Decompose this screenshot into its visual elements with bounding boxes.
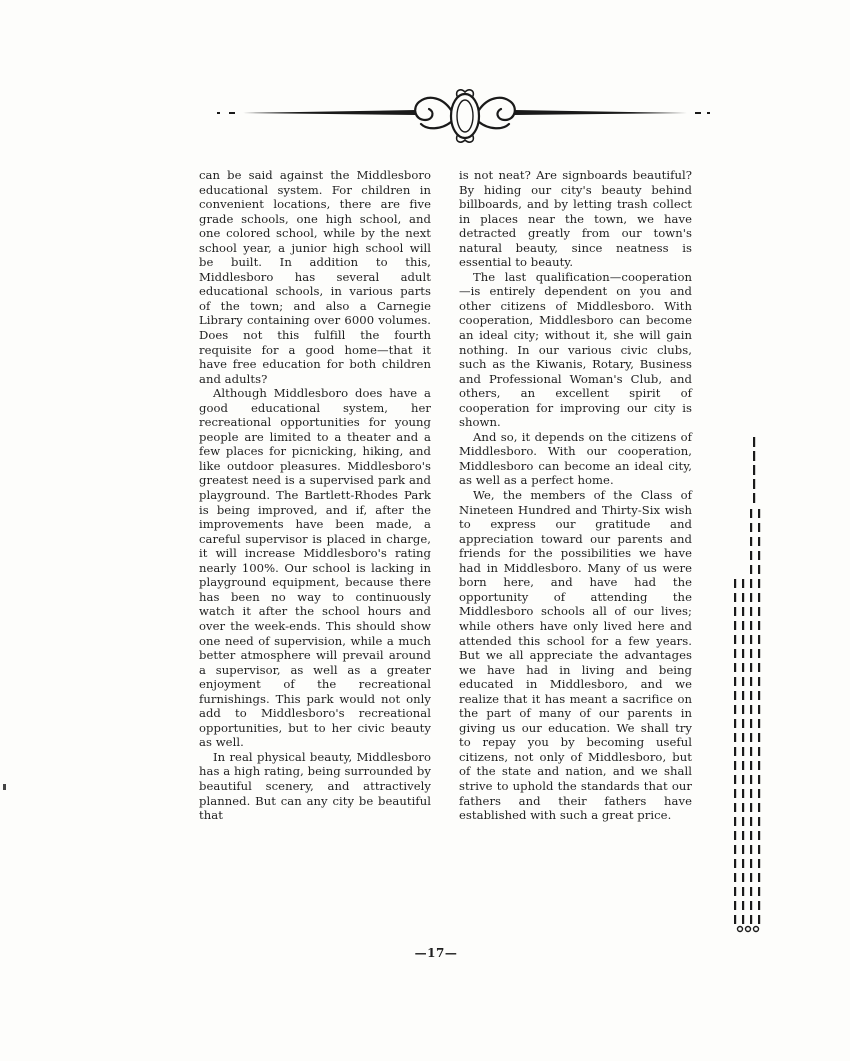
border-dash: [734, 607, 736, 616]
border-dash: [734, 789, 736, 798]
paragraph: We, the members of the Class of Nineteen Hundred and Thirty-Six wish to express our gratitude and appreciation toward our parents and friends for the possibilities we have had in Middlesboro. Many of us were born here, and have had the opportunity of attending the Middlesboro schools all of our lives; while others have only lived here and attended this school for a few years. But we all appreciate the advantages we have had in living and being educated in Middlesboro, and we realize that it has meant a sacrifice on the part of many of our parents in giving us our education. We shall try to repay you by becoming useful citizens, not only of Middlesboro, but of the state and nation, and we shall strive to uphold the standards that our fathers and their fathers have established with such a great price.: [459, 488, 692, 823]
border-dash: [734, 719, 736, 728]
border-dash: [742, 663, 744, 672]
border-dash: [758, 579, 760, 588]
border-dash: [734, 761, 736, 770]
border-dash: [734, 747, 736, 756]
border-dash: [750, 761, 752, 770]
border-dash: [750, 803, 752, 812]
border-dash: [750, 775, 752, 784]
border-dash: [742, 873, 744, 882]
border-dash: [742, 593, 744, 602]
border-dash: [758, 887, 760, 896]
border-dash: [734, 579, 736, 588]
border-dash: [750, 733, 752, 742]
border-dash: [758, 649, 760, 658]
border-dash: [758, 593, 760, 602]
border-dash: [750, 705, 752, 714]
border-dash: [734, 635, 736, 644]
border-dash: [742, 705, 744, 714]
paragraph: In real physical beauty, Middlesboro has a high rating, being surrounded by beautiful scenery, and attractively planned. But can any city be beautiful that: [199, 749, 431, 823]
border-dash: [750, 509, 752, 518]
border-dash: [734, 733, 736, 742]
border-dash: [758, 845, 760, 854]
border-dash: [758, 915, 760, 924]
border-dash: [742, 817, 744, 826]
border-dash: [734, 649, 736, 658]
border-dash: [750, 663, 752, 672]
border-dash: [758, 691, 760, 700]
border-dash: [742, 733, 744, 742]
border-dash: [758, 761, 760, 770]
border-dash: [742, 677, 744, 686]
border-dash: [750, 677, 752, 686]
border-dash: [758, 705, 760, 714]
border-dash: [758, 677, 760, 686]
border-dash: [742, 775, 744, 784]
border-dash: [734, 621, 736, 630]
border-dash: [750, 859, 752, 868]
border-dash: [734, 705, 736, 714]
border-dash: [758, 523, 760, 532]
border-dash: [742, 831, 744, 840]
border-dash: [734, 901, 736, 910]
border-dash: [758, 873, 760, 882]
border-dash: [758, 663, 760, 672]
border-dash: [758, 621, 760, 630]
border-dash: [734, 677, 736, 686]
paragraph: The last qualification—cooperation—is entirely dependent on you and other citizens of Middlesboro. With cooperation, Middlesboro can become an ideal city; without it, she will gain nothing. In our various civic clubs, such as the Kiwanis, Rotary, Business and Professional Woman's Club, and others, an excellent spirit of cooperation for improving our city is shown.: [459, 269, 692, 430]
border-dash: [750, 873, 752, 882]
border-dash: [750, 845, 752, 854]
border-dash: [742, 691, 744, 700]
border-dash: [742, 719, 744, 728]
border-dash: [734, 915, 736, 924]
border-dash: [750, 649, 752, 658]
border-dash: [734, 593, 736, 602]
border-dash: [750, 593, 752, 602]
border-dash: [758, 747, 760, 756]
paragraph: Although Middlesboro does have a good educational system, her recreational opportunities for young people are limited to a theater and a few places for picnicking, hiking, and like outdoor pleasures. Middlesboro's greatest need is a supervised park and playground. The Bartlett-Rhodes Park is being improved, and if, after the improvements have been made, a careful supervisor is placed in charge, it will increase Middlesboro's rating nearly 100%. Our school is lacking in playground equipment, because there has been no way to continuously watch it after the school hours and over the week-ends. This should show one need of supervision, while a much better atmosphere will prevail around a supervisor, as well as a greater enjoyment of the recreational furnishings. This park would not only add to Middlesboro's recreational opportunities, but to her civic beauty as well.: [199, 386, 431, 750]
border-dash: [734, 691, 736, 700]
border-dash: [734, 873, 736, 882]
border-dash: [758, 537, 760, 546]
border-dash: [758, 719, 760, 728]
border-dash: [750, 831, 752, 840]
paragraph: is not neat? Are signboards beautiful? By hiding our city's beauty behind billboards, and by letting trash collect in places near the town, we have detracted greatly from our town's natural beauty, since neatness is essential to beauty.: [459, 168, 692, 270]
border-dash: [750, 887, 752, 896]
border-dash: [734, 845, 736, 854]
text-column-right: [459, 168, 692, 823]
border-dash: [734, 859, 736, 868]
border-dash: [742, 747, 744, 756]
text-column-left: [199, 168, 431, 823]
border-dash: [742, 789, 744, 798]
border-dash: [742, 607, 744, 616]
border-dash: [742, 915, 744, 924]
border-dash: [742, 901, 744, 910]
border-dash: [750, 719, 752, 728]
border-dash: [734, 831, 736, 840]
border-dash: [750, 537, 752, 546]
border-dash: [750, 607, 752, 616]
paragraph: can be said against the Middlesboro educational system. For children in convenient locations, there are five grade schools, one high school, and one colored school, while by the next school year, a junior high school will be built. In addition to this, Middlesboro has several adult educational schools, in various parts of the town; and also a Carnegie Library containing over 6000 volumes. Does not this fulfill the fourth requisite for a good home—that it have free education for both children and adults?: [199, 168, 431, 386]
border-dash: [758, 859, 760, 868]
border-dash: [750, 789, 752, 798]
border-dash: [734, 887, 736, 896]
border-dash: [758, 789, 760, 798]
border-dash: [734, 775, 736, 784]
border-dash: [750, 551, 752, 560]
border-dash: [734, 817, 736, 826]
header-scroll-ornament: [215, 82, 715, 152]
border-dash: [758, 565, 760, 574]
paragraph: And so, it depends on the citizens of Middlesboro. With our cooperation, Middlesboro can become an ideal city, as well as a perfect home.: [459, 429, 692, 488]
border-dash: [758, 551, 760, 560]
border-dash: [750, 565, 752, 574]
border-dash: [750, 915, 752, 924]
border-dash: [758, 901, 760, 910]
border-dash: [742, 579, 744, 588]
border-dash: [742, 621, 744, 630]
border-dash: [758, 635, 760, 644]
margin-speck: [3, 784, 6, 790]
border-dash: [742, 649, 744, 658]
border-dash: [734, 663, 736, 672]
border-dash: [750, 901, 752, 910]
border-dash: [742, 635, 744, 644]
border-dash: [758, 803, 760, 812]
border-dash: [758, 509, 760, 518]
border-dash: [742, 859, 744, 868]
border-dash: [758, 733, 760, 742]
border-dash: [750, 621, 752, 630]
border-dash: [742, 845, 744, 854]
border-dash: [758, 831, 760, 840]
border-dash: [750, 523, 752, 532]
border-dash: [750, 691, 752, 700]
border-dash: [742, 761, 744, 770]
border-dash: [750, 579, 752, 588]
border-dash: [742, 803, 744, 812]
border-dash: [734, 803, 736, 812]
border-dash: [758, 817, 760, 826]
border-dash: [742, 887, 744, 896]
border-dash: [758, 607, 760, 616]
border-dash: [750, 747, 752, 756]
side-border-ornament: [728, 435, 764, 935]
border-dash: [750, 635, 752, 644]
page-number: —17—: [414, 946, 458, 960]
border-dash: [750, 817, 752, 826]
border-dash: [758, 775, 760, 784]
